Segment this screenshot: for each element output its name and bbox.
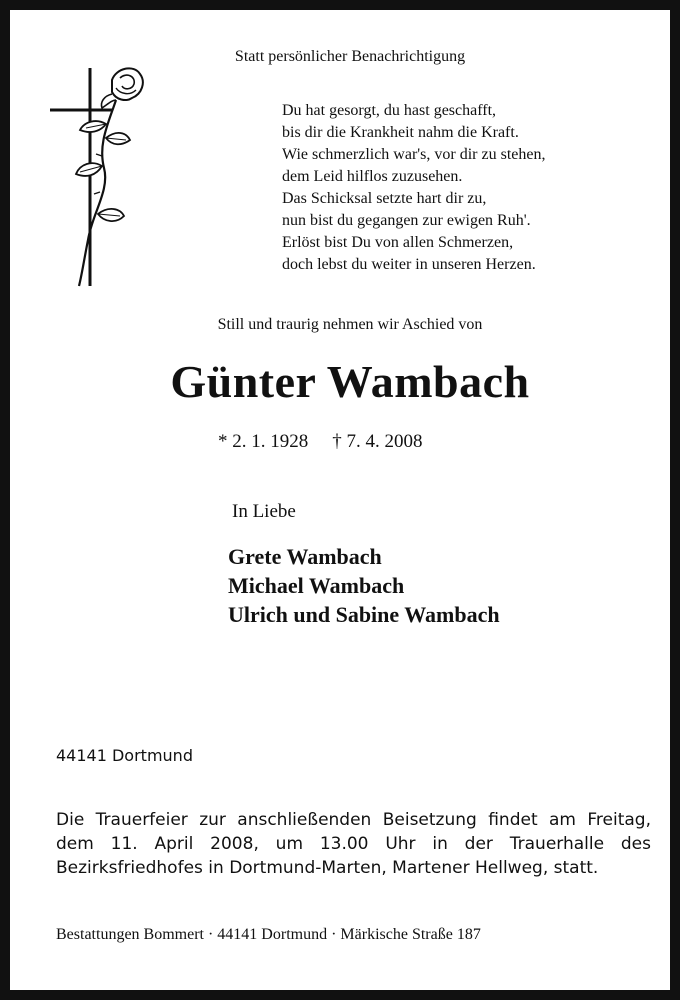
poem-line: bis dir die Krankheit nahm die Kraft. — [282, 124, 519, 141]
cross-rose-icon — [46, 64, 156, 292]
poem-line: Du hat gesorgt, du hast geschafft, — [282, 102, 497, 119]
birth-date: * 2. 1. 1928 — [218, 431, 309, 452]
header-line: Statt persönlicher Benachrichtigung — [234, 48, 466, 65]
death-date: † 7. 4. 2008 — [332, 431, 423, 452]
poem-line: Erlöst bist Du von allen Schmerzen, — [282, 234, 514, 251]
poem-line: Das Schicksal setzte hart dir zu, — [282, 190, 487, 207]
mourner-name: Grete Wambach — [228, 544, 382, 569]
deceased-name: Günter Wambach — [170, 356, 530, 407]
life-dates — [218, 431, 423, 453]
poem-line: nun bist du gegangen zur ewigen Ruh'. — [282, 212, 531, 229]
poem — [282, 100, 545, 276]
poem-line: dem Leid hilflos zuzusehen. — [282, 168, 463, 185]
in-love-line: In Liebe — [232, 501, 296, 522]
funeral-details: Die Trauerfeier zur anschließenden Beisetzung findet am Freitag, dem 11. April 2008, um 13.00 Uhr in der Trauerhalle des Bezirksfriedhofes in Dortmund-Marten, Martener Hellweg, statt. — [56, 810, 651, 878]
mourner-name: Ulrich und Sabine Wambach — [228, 602, 500, 627]
undertaker-line: Bestattungen Bommert · 44141 Dortmund · Märkische Straße 187 — [56, 926, 481, 943]
city-line: 44141 Dortmund — [56, 746, 193, 765]
poem-line: Wie schmerzlich war's, vor dir zu stehen, — [282, 146, 546, 163]
mourner-name: Michael Wambach — [228, 573, 405, 598]
intro-line: Still und traurig nehmen wir Aschied von — [217, 316, 483, 333]
mourners-list — [228, 542, 500, 629]
poem-line: doch lebst du weiter in unseren Herzen. — [282, 256, 536, 273]
